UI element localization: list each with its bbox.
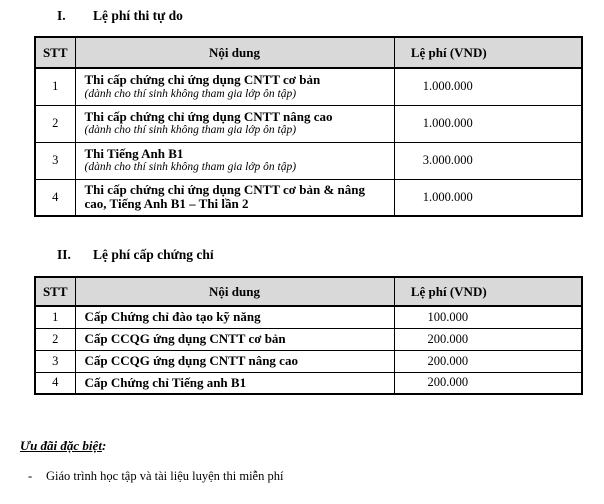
stt-cell: 3 — [35, 142, 75, 179]
item-note: (dành cho thí sinh không tham gia lớp ôn tập) — [84, 87, 297, 100]
fee-cell: 200.000 — [394, 328, 582, 350]
section-2-heading — [57, 247, 604, 263]
table-row — [35, 306, 582, 328]
fee-cell: 1.000.000 — [394, 179, 582, 216]
item-name: Cấp Chứng chỉ Tiếng anh B1 — [84, 374, 247, 390]
content-cell — [75, 105, 394, 142]
stt-cell: 2 — [35, 105, 75, 142]
section-1-heading — [57, 8, 604, 24]
fee-cell: 200.000 — [394, 372, 582, 394]
promo-heading — [20, 438, 604, 454]
item-note: (dành cho thí sinh không tham gia lớp ôn tập) — [84, 161, 297, 174]
table-row — [35, 105, 582, 142]
item-name: Thi cấp chứng chỉ ứng dụng CNTT nâng cao — [84, 108, 333, 124]
table-header-row — [35, 277, 582, 306]
promo-bullet-item — [28, 469, 604, 484]
stt-cell: 1 — [35, 306, 75, 328]
item-name: Thi Tiếng Anh B1 — [84, 145, 184, 161]
stt-cell: 2 — [35, 328, 75, 350]
fee-table-certificate — [34, 276, 583, 395]
item-name: Cấp Chứng chỉ đào tạo kỹ năng — [84, 309, 261, 324]
stt-cell: 1 — [35, 68, 75, 105]
fee-cell: 100.000 — [394, 306, 582, 328]
content-cell — [75, 142, 394, 179]
fee-cell: 3.000.000 — [394, 142, 582, 179]
header-noidung: Nội dung — [75, 37, 394, 68]
item-name: Thi cấp chứng chỉ ứng dụng CNTT cơ bản & nâng cao, Tiếng Anh B1 – Thi lần 2 — [84, 181, 365, 212]
promo-heading-text: Ưu đãi đặc biệt — [20, 438, 102, 453]
item-name: Cấp CCQG ứng dụng CNTT cơ bản — [84, 330, 286, 346]
content-cell — [75, 179, 394, 216]
stt-cell: 3 — [35, 350, 75, 372]
bullet-text: Giáo trình học tập và tài liệu luyện thi miễn phí — [46, 469, 284, 483]
content-cell — [75, 372, 394, 394]
fee-cell: 200.000 — [394, 350, 582, 372]
content-cell — [75, 68, 394, 105]
item-name: Thi cấp chứng chỉ ứng dụng CNTT cơ bản — [84, 72, 321, 87]
header-stt: STT — [35, 277, 75, 306]
table-row — [35, 179, 582, 216]
stt-cell: 4 — [35, 179, 75, 216]
content-cell — [75, 350, 394, 372]
item-name: Cấp CCQG ứng dụng CNTT nâng cao — [84, 352, 298, 368]
promo-heading-colon: : — [101, 438, 107, 453]
table-row — [35, 142, 582, 179]
table-row — [35, 328, 582, 350]
header-lephi: Lệ phí (VND) — [394, 277, 582, 306]
bullet-marker: - — [28, 469, 33, 483]
section-1-number: I. — [57, 8, 66, 23]
section-1-title: Lệ phí thi tự do — [93, 8, 183, 23]
header-noidung: Nội dung — [75, 277, 394, 306]
stt-cell: 4 — [35, 372, 75, 394]
table-row — [35, 372, 582, 394]
fee-table-exam — [34, 36, 583, 217]
table-header-row — [35, 37, 582, 68]
content-cell — [75, 306, 394, 328]
section-2-title: Lệ phí cấp chứng chỉ — [93, 247, 214, 262]
table-row — [35, 350, 582, 372]
fee-cell: 1.000.000 — [394, 68, 582, 105]
content-cell — [75, 328, 394, 350]
section-2-number: II. — [57, 247, 71, 262]
fee-cell: 1.000.000 — [394, 105, 582, 142]
header-lephi: Lệ phí (VND) — [394, 37, 582, 68]
header-stt: STT — [35, 37, 75, 68]
item-note: (dành cho thí sinh không tham gia lớp ôn tập) — [84, 124, 297, 137]
table-row — [35, 68, 582, 105]
